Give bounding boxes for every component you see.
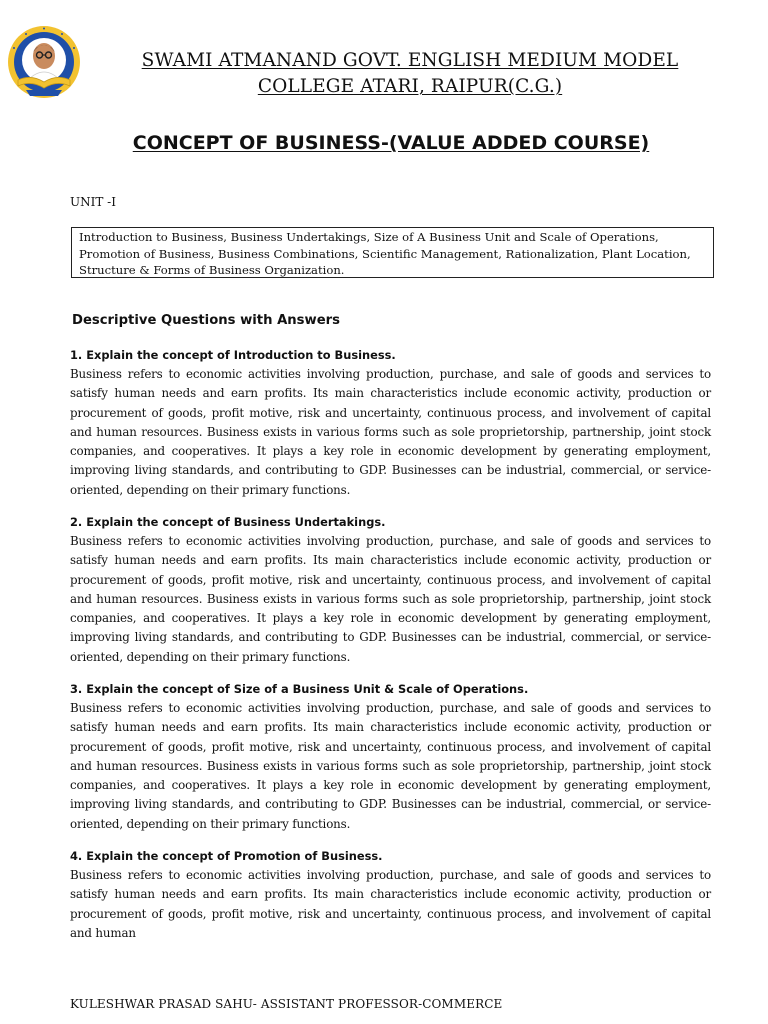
question-title: 3. Explain the concept of Size of a Business Unit & Scale of Operations. (70, 682, 529, 696)
college-logo (6, 24, 82, 100)
answer-text: Business refers to economic activities involving production, purchase, and sale of goods and services to satisfy human needs and earn profits. Its main characteristics include economic activity, production or procurement of goods, profit motive, risk and uncertainty, continuous process, and involvement of capital and human resources. Business exists in various forms such as sole proprietorship, partnership, joint stock companies, and cooperatives. It plays a key role in economic development by generating employment, improving living standards, and contributing to GDP. Businesses can be industrial, commercial, or service-oriented, depending on their primary functions. (70, 534, 711, 664)
qa-item-1 (70, 346, 711, 500)
college-name (90, 48, 730, 100)
question-title: 4. Explain the concept of Promotion of Business. (70, 849, 383, 863)
qa-item-4 (70, 847, 711, 943)
question-title: 1. Explain the concept of Introduction to Business. (70, 348, 396, 362)
college-name-line2: COLLEGE ATARI, RAIPUR(C.G.) (257, 76, 563, 97)
page-footer: KULESHWAR PRASAD SAHU- ASSISTANT PROFESSOR-COMMERCE (70, 997, 503, 1011)
answer-text: Business refers to economic activities involving production, purchase, and sale of goods and services to satisfy human needs and earn profits. Its main characteristics include economic activity, production or procurement of goods, profit motive, risk and uncertainty, continuous process, and involvement of capital and human resources. Business exists in various forms such as sole proprietorship, partnership, joint stock companies, and cooperatives. It plays a key role in economic development by generating employment, improving living standards, and contributing to GDP. Businesses can be industrial, commercial, or service-oriented, depending on their primary functions. (70, 367, 711, 497)
course-title: CONCEPT OF BUSINESS-(VALUE ADDED COURSE) (132, 132, 650, 154)
unit-label: UNIT -I (70, 195, 116, 209)
answer-text: Business refers to economic activities involving production, purchase, and sale of goods and services to satisfy human needs and earn profits. Its main characteristics include economic activity, production or procurement of goods, profit motive, risk and uncertainty, continuous process, and involvement of capital and human resources. Business exists in various forms such as sole proprietorship, partnership, joint stock companies, and cooperatives. It plays a key role in economic development by generating employment, improving living standards, and contributing to GDP. Businesses can be industrial, commercial, or service-oriented, depending on their primary functions. (70, 701, 711, 831)
syllabus-box: Introduction to Business, Business Undertakings, Size of A Business Unit and Scale of Operations, Promotion of Business, Business Combinations, Scientific Management, Rationalization, Plant Location, Structure & Forms of Business Organization. (71, 227, 714, 278)
college-emblem-icon (6, 24, 82, 100)
question-title: 2. Explain the concept of Business Undertakings. (70, 515, 386, 529)
qa-item-2 (70, 513, 711, 667)
section-heading: Descriptive Questions with Answers (72, 313, 340, 328)
answer-text: Business refers to economic activities involving production, purchase, and sale of goods and services to satisfy human needs and earn profits. Its main characteristics include economic activity, production or procurement of goods, profit motive, risk and uncertainty, continuous process, and involvement of capital and human (70, 868, 711, 940)
qa-item-3 (70, 680, 711, 834)
college-name-line1: SWAMI ATMANAND GOVT. ENGLISH MEDIUM MODEL (141, 50, 679, 71)
